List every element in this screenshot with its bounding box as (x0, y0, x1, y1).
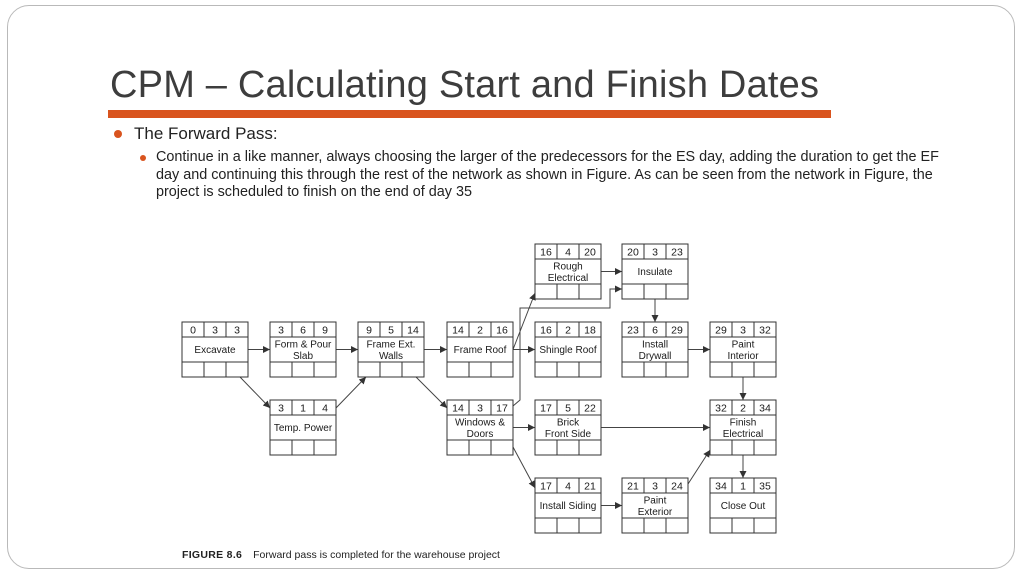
node-name: Rough (553, 261, 583, 273)
node-es: 16 (540, 246, 552, 259)
node-ef: 3 (234, 324, 240, 337)
node-dur: 3 (652, 246, 658, 259)
node-name: Brick (556, 417, 580, 429)
node-ef: 32 (759, 324, 771, 337)
node-name: Frame Ext. (366, 339, 416, 351)
activity-node-siding (535, 478, 601, 533)
node-dur: 2 (740, 402, 746, 415)
activity-node-drywall (622, 322, 688, 377)
network-arrows (240, 272, 743, 506)
activity-node-shingle (535, 322, 601, 377)
node-es: 17 (540, 402, 552, 415)
figure-caption-text: Forward pass is completed for the warehouse project (253, 549, 500, 561)
arrow-frame-windows (416, 377, 447, 408)
node-es: 9 (366, 324, 372, 337)
node-name: Slab (292, 350, 314, 362)
node-name: Form & Pour (274, 339, 332, 351)
node-es: 21 (627, 480, 639, 493)
figure-label: FIGURE 8.6 (182, 549, 243, 561)
node-name: Insulate (637, 267, 673, 278)
node-ef: 22 (584, 402, 596, 415)
title-underline (108, 110, 831, 118)
sub-bullet-text: Continue in a like manner, always choosing the larger of the predecessors for the ES day, adding the duration to get the EF day and continuing this through the rest of the network as shown in Figure. As can be seen from the network in Figure, the project is scheduled to finish on the end of day 35 (156, 149, 939, 200)
activity-node-brick (535, 400, 601, 455)
node-name: Install Siding (539, 501, 597, 512)
node-ef: 23 (671, 246, 683, 259)
node-ef: 9 (322, 324, 328, 337)
node-es: 23 (627, 324, 639, 337)
node-ef: 35 (759, 480, 771, 493)
node-ef: 34 (759, 402, 771, 415)
activity-node-paint-ext (622, 478, 688, 533)
bullet-dot-icon (114, 130, 122, 138)
activity-node-excavate (182, 322, 248, 377)
figure-caption (182, 549, 500, 561)
node-name: Walls (378, 350, 404, 362)
node-es: 17 (540, 480, 552, 493)
node-ef: 16 (496, 324, 508, 337)
node-ef: 21 (584, 480, 596, 493)
node-name: Electrical (722, 428, 764, 440)
activity-node-windows (447, 400, 513, 455)
sub-bullet-dot-icon (140, 155, 146, 161)
node-ef: 14 (407, 324, 419, 337)
node-dur: 2 (565, 324, 571, 337)
node-es: 3 (278, 402, 284, 415)
node-ef: 4 (322, 402, 328, 415)
arrow-excavate-temp (240, 377, 270, 408)
network-nodes (182, 244, 776, 533)
node-dur: 3 (740, 324, 746, 337)
node-es: 14 (452, 324, 464, 337)
node-ef: 17 (496, 402, 508, 415)
bullet-forward-pass: The Forward Pass: (134, 124, 278, 143)
node-es: 14 (452, 402, 464, 415)
node-ef: 24 (671, 480, 683, 493)
node-ef: 20 (584, 246, 596, 259)
node-es: 34 (715, 480, 727, 493)
node-name: Paint (643, 495, 667, 507)
arrow-temp-frame (336, 377, 366, 408)
node-name: Electrical (547, 272, 589, 284)
node-name: Shingle Roof (539, 345, 597, 356)
activity-node-rough-elec (535, 244, 601, 299)
node-name: Doors (466, 428, 494, 440)
node-ef: 29 (671, 324, 683, 337)
slide-title: CPM – Calculating Start and Finish Dates (110, 64, 820, 106)
node-name: Frame Roof (453, 345, 507, 356)
node-es: 3 (278, 324, 284, 337)
activity-node-temp-power (270, 400, 336, 455)
activity-node-paint-int (710, 322, 776, 377)
node-dur: 4 (565, 246, 571, 259)
node-name: Windows & (454, 417, 506, 429)
node-es: 0 (190, 324, 196, 337)
node-name: Install (641, 339, 669, 351)
node-name: Finish (729, 417, 757, 429)
node-dur: 1 (740, 480, 746, 493)
activity-node-insulate (622, 244, 688, 299)
node-es: 16 (540, 324, 552, 337)
node-dur: 2 (477, 324, 483, 337)
node-dur: 3 (212, 324, 218, 337)
node-es: 29 (715, 324, 727, 337)
node-dur: 5 (565, 402, 571, 415)
activity-node-finish-elec (710, 400, 776, 455)
node-name: Close Out (720, 501, 766, 512)
node-name: Interior (727, 350, 759, 362)
node-name: Excavate (194, 345, 236, 356)
node-dur: 3 (652, 480, 658, 493)
activity-node-frame-roof (447, 322, 513, 377)
node-name: Drywall (638, 350, 672, 362)
activity-node-form-pour (270, 322, 336, 377)
node-dur: 4 (565, 480, 571, 493)
activity-node-frame-ext (358, 322, 424, 377)
node-dur: 6 (652, 324, 658, 337)
arrow-windows-siding (513, 447, 535, 488)
node-ef: 18 (584, 324, 596, 337)
node-es: 20 (627, 246, 639, 259)
node-name: Paint (731, 339, 755, 351)
node-dur: 3 (477, 402, 483, 415)
network-diagram (170, 236, 790, 542)
node-es: 32 (715, 402, 727, 415)
activity-node-close-out (710, 478, 776, 533)
arrow-roof-rough (513, 293, 535, 350)
node-name: Exterior (637, 506, 673, 518)
node-name: Temp. Power (273, 423, 333, 434)
node-dur: 1 (300, 402, 306, 415)
arrow-paintext-finish (688, 450, 710, 484)
node-dur: 6 (300, 324, 306, 337)
node-name: Front Side (544, 428, 592, 440)
node-dur: 5 (388, 324, 394, 337)
